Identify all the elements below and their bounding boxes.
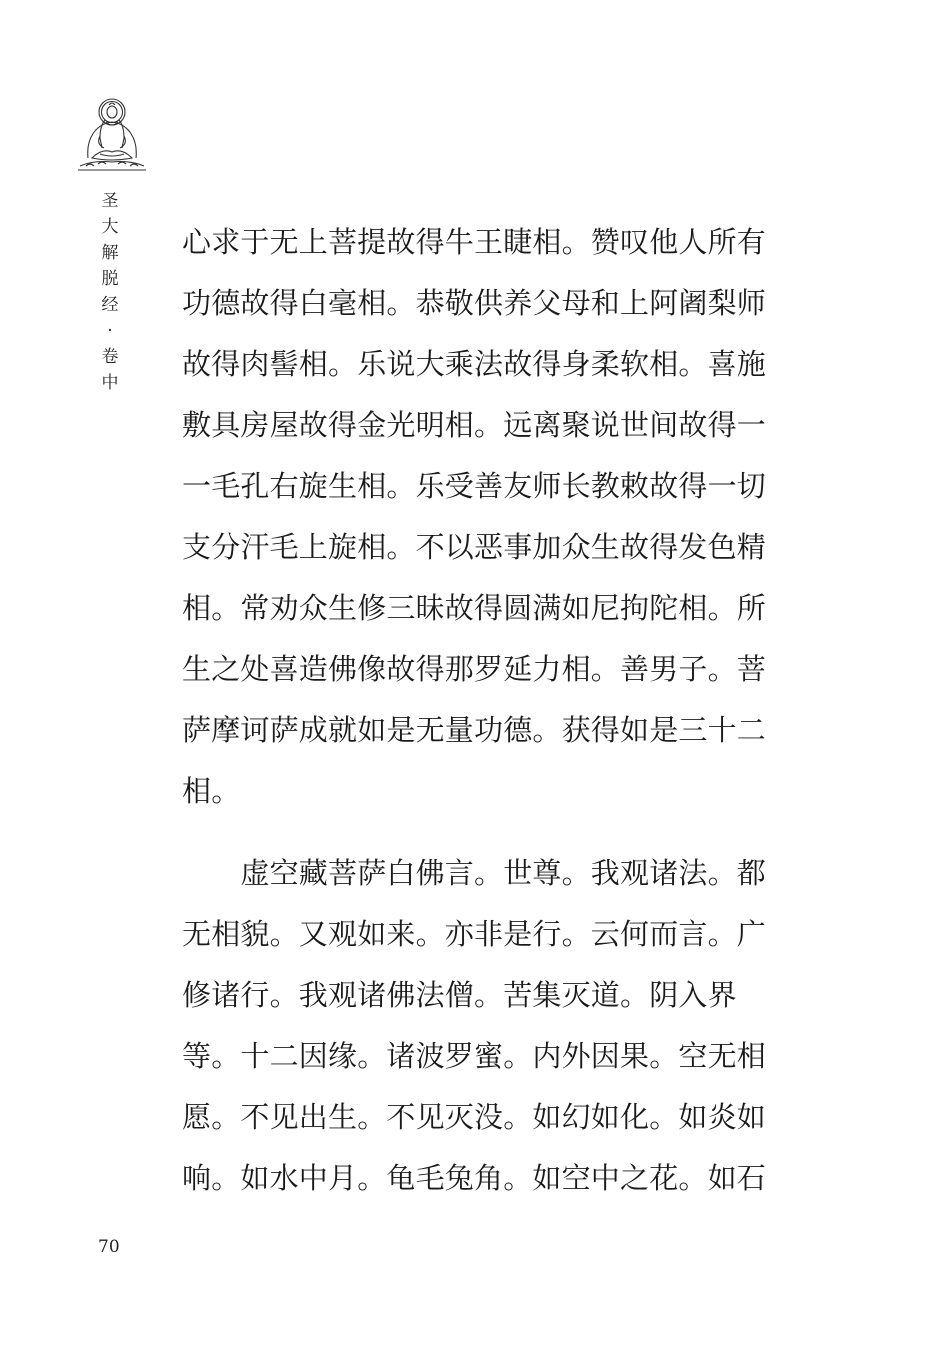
text-line: 支分汗毛上旋相。不以恶事加众生故得发色精 bbox=[182, 530, 767, 564]
paragraph bbox=[182, 212, 767, 822]
running-title bbox=[98, 188, 122, 396]
text-line: 无相貌。又观如来。亦非是行。云何而言。广 bbox=[182, 917, 767, 951]
running-title-char: 中 bbox=[101, 373, 119, 393]
text-line: 等。十二因缘。诸波罗蜜。内外因果。空无相 bbox=[182, 1039, 767, 1073]
text-line: 相。 bbox=[182, 774, 241, 808]
body-text bbox=[182, 212, 767, 1209]
running-title-char: 圣 bbox=[101, 191, 119, 211]
text-line: 心求于无上菩提故得牛王睫相。赞叹他人所有 bbox=[182, 225, 767, 259]
text-line: 一毛孔右旋生相。乐受善友师长教敕故得一切 bbox=[182, 469, 767, 503]
text-line: 萨摩诃萨成就如是无量功德。获得如是三十二 bbox=[182, 713, 767, 747]
text-line: 响。如水中月。龟毛兔角。如空中之花。如石 bbox=[182, 1161, 767, 1195]
page-number: 70 bbox=[98, 1237, 120, 1257]
running-title-char: 大 bbox=[101, 217, 119, 237]
running-title-char: 解 bbox=[101, 243, 119, 263]
text-line: 生之处喜造佛像故得那罗延力相。善男子。菩 bbox=[182, 652, 767, 686]
paragraph bbox=[182, 843, 767, 1209]
text-line: 修诸行。我观诸佛法僧。苦集灭道。阴入界 bbox=[182, 978, 737, 1012]
text-line: 相。常劝众生修三昧故得圆满如尼拘陀相。所 bbox=[182, 591, 767, 625]
text-line: 虚空藏菩萨白佛言。世尊。我观诸法。都 bbox=[182, 856, 767, 890]
buddha-emblem-icon bbox=[74, 92, 150, 172]
text-line: 愿。不见出生。不见灭没。如幻如化。如炎如 bbox=[182, 1100, 767, 1134]
running-title-char: 卷 bbox=[101, 347, 119, 367]
text-line: 功德故得白毫相。恭敬供养父母和上阿阇梨师 bbox=[182, 286, 767, 320]
text-line: 敷具房屋故得金光明相。远离聚说世间故得一 bbox=[182, 408, 767, 442]
text-line: 故得肉髻相。乐说大乘法故得身柔软相。喜施 bbox=[182, 347, 767, 381]
running-title-char: 经 bbox=[101, 295, 119, 315]
running-title-char: 脱 bbox=[101, 269, 119, 289]
running-title-char: · bbox=[107, 321, 113, 341]
